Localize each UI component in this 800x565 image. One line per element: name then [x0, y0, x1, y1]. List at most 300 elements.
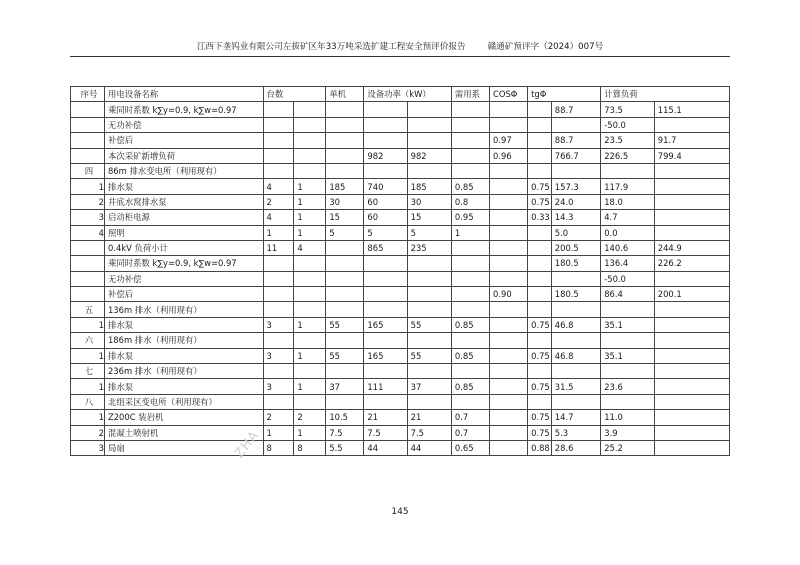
row-number: [71, 117, 105, 132]
table-cell: 1: [294, 225, 326, 240]
table-body: [71, 87, 730, 456]
table-cell: [528, 333, 552, 348]
section-row: [71, 364, 730, 379]
table-cell: [294, 148, 326, 163]
table-cell: [451, 117, 489, 132]
table-cell: [451, 148, 489, 163]
header-doc-number: 赣通矿预评字（2024）007号: [487, 42, 604, 52]
table-cell: [490, 210, 528, 225]
load-calculation-table: [70, 86, 730, 456]
table-cell: [451, 102, 489, 117]
table-cell: [364, 256, 407, 271]
table-cell: 185: [326, 179, 364, 194]
table-cell: 5: [326, 225, 364, 240]
table-cell: 185: [407, 179, 451, 194]
table-cell: 4: [263, 179, 294, 194]
table-cell: 0.75: [528, 348, 552, 363]
table-cell: [263, 163, 294, 178]
table-cell: [528, 163, 552, 178]
table-cell: [490, 256, 528, 271]
table-row: [71, 317, 730, 332]
table-cell: 24.0: [551, 194, 600, 209]
row-number: 1: [71, 410, 105, 425]
equipment-name: Z200C 装岩机: [104, 410, 263, 425]
section-number: 四: [71, 163, 105, 178]
row-number: 2: [71, 425, 105, 440]
table-cell: [263, 364, 294, 379]
table-cell: [451, 364, 489, 379]
table-row: [71, 348, 730, 363]
table-cell: [551, 364, 600, 379]
table-cell: 7.5: [326, 425, 364, 440]
table-cell: 235: [407, 240, 451, 255]
table-cell: [263, 333, 294, 348]
table-cell: [654, 271, 729, 286]
table-cell: 982: [407, 148, 451, 163]
table-cell: [551, 117, 600, 132]
row-number: [71, 271, 105, 286]
table-cell: [654, 333, 729, 348]
table-cell: 0.75: [528, 194, 552, 209]
row-number: 4: [71, 225, 105, 240]
table-cell: [601, 394, 655, 409]
table-cell: 35.1: [601, 348, 655, 363]
table-row: [71, 379, 730, 394]
table-cell: [601, 364, 655, 379]
table-cell: 55: [407, 317, 451, 332]
table-cell: [551, 394, 600, 409]
table-cell: [654, 394, 729, 409]
table-cell: 1: [294, 425, 326, 440]
equipment-name: 0.4kV 负荷小计: [104, 240, 263, 255]
header-load: 计算负荷: [601, 87, 730, 102]
table-cell: 865: [364, 240, 407, 255]
table-cell: [407, 117, 451, 132]
table-cell: 1: [451, 225, 489, 240]
table-cell: 88.7: [551, 102, 600, 117]
table-cell: 4: [294, 240, 326, 255]
watermark: ZHA: [232, 427, 263, 462]
table-cell: 21: [407, 410, 451, 425]
table-cell: 0.85: [451, 348, 489, 363]
table-cell: 7.5: [407, 425, 451, 440]
table-cell: 8: [263, 440, 294, 455]
table-cell: [654, 348, 729, 363]
table-cell: [551, 271, 600, 286]
table-cell: [294, 117, 326, 132]
table-cell: [551, 302, 600, 317]
table-cell: [407, 133, 451, 148]
table-cell: 1: [294, 379, 326, 394]
table-cell: 740: [364, 179, 407, 194]
table-cell: [407, 333, 451, 348]
table-cell: 117.9: [601, 179, 655, 194]
table-cell: [490, 225, 528, 240]
table-cell: [364, 133, 407, 148]
table-cell: [326, 133, 364, 148]
table-cell: [490, 394, 528, 409]
header-power: 设备功率（kW）: [364, 87, 452, 102]
table-cell: [654, 410, 729, 425]
table-cell: 1: [263, 425, 294, 440]
table-row: [71, 425, 730, 440]
table-cell: 3: [263, 317, 294, 332]
table-cell: [263, 256, 294, 271]
table-cell: 4: [263, 210, 294, 225]
row-number: 1: [71, 317, 105, 332]
equipment-name: 无功补偿: [104, 117, 263, 132]
table-cell: [490, 364, 528, 379]
table-cell: [294, 302, 326, 317]
table-cell: 3: [263, 348, 294, 363]
table-row: [71, 194, 730, 209]
table-cell: [263, 148, 294, 163]
equipment-name: 启动柜电源: [104, 210, 263, 225]
table-cell: 3.9: [601, 425, 655, 440]
table-cell: 0.33: [528, 210, 552, 225]
table-row: [71, 133, 730, 148]
table-cell: 37: [407, 379, 451, 394]
table-cell: 165: [364, 317, 407, 332]
table-cell: 55: [326, 317, 364, 332]
table-row: [71, 440, 730, 455]
table-cell: 1: [263, 225, 294, 240]
table-cell: 180.5: [551, 287, 600, 302]
table-cell: 0.85: [451, 317, 489, 332]
table-row: [71, 271, 730, 286]
table-cell: [451, 394, 489, 409]
table-cell: [364, 163, 407, 178]
page-header: [70, 40, 730, 54]
table-cell: [451, 256, 489, 271]
table-row: [71, 287, 730, 302]
table-cell: 0.95: [451, 210, 489, 225]
table-cell: [601, 163, 655, 178]
table-cell: [263, 394, 294, 409]
table-cell: 0.85: [451, 379, 489, 394]
section-row: [71, 333, 730, 348]
table-cell: [490, 317, 528, 332]
table-cell: 1: [294, 179, 326, 194]
table-cell: 0.7: [451, 410, 489, 425]
table-cell: 1: [294, 210, 326, 225]
table-cell: [326, 302, 364, 317]
table-cell: [654, 317, 729, 332]
table-cell: [451, 240, 489, 255]
table-cell: 165: [364, 348, 407, 363]
table-cell: 31.5: [551, 379, 600, 394]
table-cell: [294, 133, 326, 148]
table-cell: [490, 302, 528, 317]
table-cell: [490, 333, 528, 348]
table-cell: 60: [364, 194, 407, 209]
table-cell: [294, 163, 326, 178]
table-cell: [490, 348, 528, 363]
table-cell: 15: [326, 210, 364, 225]
table-cell: 115.1: [654, 102, 729, 117]
table-cell: [407, 163, 451, 178]
table-cell: [326, 163, 364, 178]
table-cell: [326, 394, 364, 409]
equipment-name: 无功补偿: [104, 271, 263, 286]
table-cell: [294, 364, 326, 379]
table-cell: [294, 394, 326, 409]
table-cell: 2: [263, 194, 294, 209]
table-cell: [263, 133, 294, 148]
table-cell: [263, 102, 294, 117]
table-cell: [326, 117, 364, 132]
row-number: 2: [71, 194, 105, 209]
row-number: 1: [71, 379, 105, 394]
table-cell: 2: [263, 410, 294, 425]
table-row: [71, 225, 730, 240]
table-header-row: [71, 87, 730, 102]
table-cell: [326, 287, 364, 302]
section-row: [71, 394, 730, 409]
table-cell: 14.7: [551, 410, 600, 425]
table-cell: 28.6: [551, 440, 600, 455]
page-number: 145: [391, 507, 409, 517]
table-cell: 140.6: [601, 240, 655, 255]
equipment-name: 补偿后: [104, 287, 263, 302]
table-cell: 25.2: [601, 440, 655, 455]
row-number: [71, 240, 105, 255]
table-cell: 15: [407, 210, 451, 225]
table-cell: [326, 148, 364, 163]
table-cell: 5.5: [326, 440, 364, 455]
header-count: 台数: [263, 87, 326, 102]
section-title: 186m 排水（利用现有）: [104, 333, 263, 348]
table-cell: 23.5: [601, 133, 655, 148]
table-cell: [490, 117, 528, 132]
table-cell: [294, 287, 326, 302]
table-cell: [528, 256, 552, 271]
table-cell: [654, 302, 729, 317]
table-cell: 88.7: [551, 133, 600, 148]
table-cell: 46.8: [551, 317, 600, 332]
table-cell: [294, 333, 326, 348]
table-cell: 30: [326, 194, 364, 209]
table-cell: [294, 102, 326, 117]
equipment-name: 本次采矿新增负荷: [104, 148, 263, 163]
table-cell: [528, 394, 552, 409]
table-cell: [263, 302, 294, 317]
header-seq: 序号: [71, 87, 105, 102]
table-row: [71, 148, 730, 163]
table-cell: [528, 240, 552, 255]
table-cell: [451, 333, 489, 348]
table-cell: [326, 333, 364, 348]
table-cell: 0.88: [528, 440, 552, 455]
table-cell: [490, 440, 528, 455]
table-cell: 136.4: [601, 256, 655, 271]
table-cell: [364, 333, 407, 348]
table-cell: [528, 133, 552, 148]
table-cell: 7.5: [364, 425, 407, 440]
table-cell: 226.5: [601, 148, 655, 163]
table-cell: [601, 302, 655, 317]
table-cell: [263, 271, 294, 286]
table-cell: 14.3: [551, 210, 600, 225]
header-cos: COSΦ: [490, 87, 528, 102]
table-cell: [364, 271, 407, 286]
table-cell: 4.7: [601, 210, 655, 225]
table-cell: [654, 163, 729, 178]
table-cell: [490, 379, 528, 394]
table-cell: [490, 194, 528, 209]
table-cell: [364, 102, 407, 117]
table-cell: 5: [407, 225, 451, 240]
table-cell: 1: [294, 317, 326, 332]
table-cell: 1: [294, 194, 326, 209]
table-cell: [654, 225, 729, 240]
row-number: 3: [71, 440, 105, 455]
table-cell: [654, 364, 729, 379]
table-cell: 244.9: [654, 240, 729, 255]
table-cell: -50.0: [601, 271, 655, 286]
table-cell: 86.4: [601, 287, 655, 302]
section-number: 八: [71, 394, 105, 409]
table-cell: 766.7: [551, 148, 600, 163]
table-cell: [407, 271, 451, 286]
row-number: 1: [71, 348, 105, 363]
section-title: 236m 排水（利用现有）: [104, 364, 263, 379]
table-row: [71, 102, 730, 117]
table-row: [71, 240, 730, 255]
table-cell: 3: [263, 379, 294, 394]
table-cell: 21: [364, 410, 407, 425]
table-cell: 200.1: [654, 287, 729, 302]
table-cell: 44: [364, 440, 407, 455]
table-cell: [490, 163, 528, 178]
section-row: [71, 163, 730, 178]
table-cell: [407, 394, 451, 409]
section-number: 六: [71, 333, 105, 348]
table-cell: 226.2: [654, 256, 729, 271]
header-name: 用电设备名称: [104, 87, 263, 102]
table-cell: 8: [294, 440, 326, 455]
section-title: 北组采区变电所（利用现有）: [104, 394, 263, 409]
table-cell: [654, 425, 729, 440]
table-cell: 55: [407, 348, 451, 363]
table-cell: 91.7: [654, 133, 729, 148]
row-number: [71, 148, 105, 163]
table-cell: 799.4: [654, 148, 729, 163]
table-cell: [294, 256, 326, 271]
table-cell: [451, 133, 489, 148]
table-cell: -50.0: [601, 117, 655, 132]
header-tg: tgΦ: [528, 87, 601, 102]
equipment-name: 补偿后: [104, 133, 263, 148]
header-demand: 需用系: [451, 87, 489, 102]
table-cell: [326, 102, 364, 117]
table-cell: 10.5: [326, 410, 364, 425]
equipment-name: 混凝土喷射机: [104, 425, 263, 440]
equipment-name: 排水泵: [104, 179, 263, 194]
table-cell: [528, 302, 552, 317]
table-cell: [364, 364, 407, 379]
row-number: [71, 287, 105, 302]
row-number: [71, 102, 105, 117]
table-cell: [528, 102, 552, 117]
table-cell: 0.90: [490, 287, 528, 302]
table-cell: [654, 117, 729, 132]
table-cell: [407, 364, 451, 379]
table-cell: [407, 287, 451, 302]
row-number: 1: [71, 179, 105, 194]
table-cell: 30: [407, 194, 451, 209]
table-cell: 0.75: [528, 379, 552, 394]
table-cell: [654, 379, 729, 394]
table-cell: 37: [326, 379, 364, 394]
table-cell: 0.85: [451, 179, 489, 194]
table-cell: 5: [364, 225, 407, 240]
table-cell: [601, 333, 655, 348]
section-title: 136m 排水（利用现有）: [104, 302, 263, 317]
table-cell: [490, 271, 528, 286]
table-cell: [528, 287, 552, 302]
table-cell: 0.7: [451, 425, 489, 440]
table-cell: 60: [364, 210, 407, 225]
table-cell: [451, 287, 489, 302]
table-cell: 0.75: [528, 179, 552, 194]
table-cell: 200.5: [551, 240, 600, 255]
table-cell: 2: [294, 410, 326, 425]
table-cell: [294, 271, 326, 286]
table-cell: [364, 287, 407, 302]
row-number: [71, 256, 105, 271]
table-cell: [364, 394, 407, 409]
table-cell: 46.8: [551, 348, 600, 363]
section-number: 七: [71, 364, 105, 379]
table-cell: 0.75: [528, 425, 552, 440]
table-row: [71, 256, 730, 271]
table-cell: 35.1: [601, 317, 655, 332]
table-cell: [364, 117, 407, 132]
table-cell: 982: [364, 148, 407, 163]
table-cell: 1: [294, 348, 326, 363]
equipment-name: 局扇: [104, 440, 263, 455]
table-cell: 5.0: [551, 225, 600, 240]
table-cell: [490, 179, 528, 194]
table-cell: [451, 163, 489, 178]
table-cell: 44: [407, 440, 451, 455]
table-cell: 0.75: [528, 317, 552, 332]
section-title: 86m 排水变电所（利用现有）: [104, 163, 263, 178]
table-cell: [528, 364, 552, 379]
section-number: 五: [71, 302, 105, 317]
table-cell: [654, 194, 729, 209]
table-cell: 18.0: [601, 194, 655, 209]
table-cell: [654, 440, 729, 455]
table-cell: [326, 271, 364, 286]
table-cell: [407, 102, 451, 117]
table-cell: 5.3: [551, 425, 600, 440]
row-number: 3: [71, 210, 105, 225]
table-cell: 111: [364, 379, 407, 394]
table-cell: 157.3: [551, 179, 600, 194]
table-cell: 0.0: [601, 225, 655, 240]
table-cell: [528, 271, 552, 286]
table-row: [71, 210, 730, 225]
table-cell: [407, 256, 451, 271]
header-title: 江西下垄钨业有限公司左拔矿区年33万吨采选扩建工程安全预评价报告: [196, 42, 466, 52]
table-cell: 55: [326, 348, 364, 363]
table-cell: 73.5: [601, 102, 655, 117]
header-rule: [70, 56, 730, 57]
table-cell: [490, 425, 528, 440]
table-cell: 23.6: [601, 379, 655, 394]
